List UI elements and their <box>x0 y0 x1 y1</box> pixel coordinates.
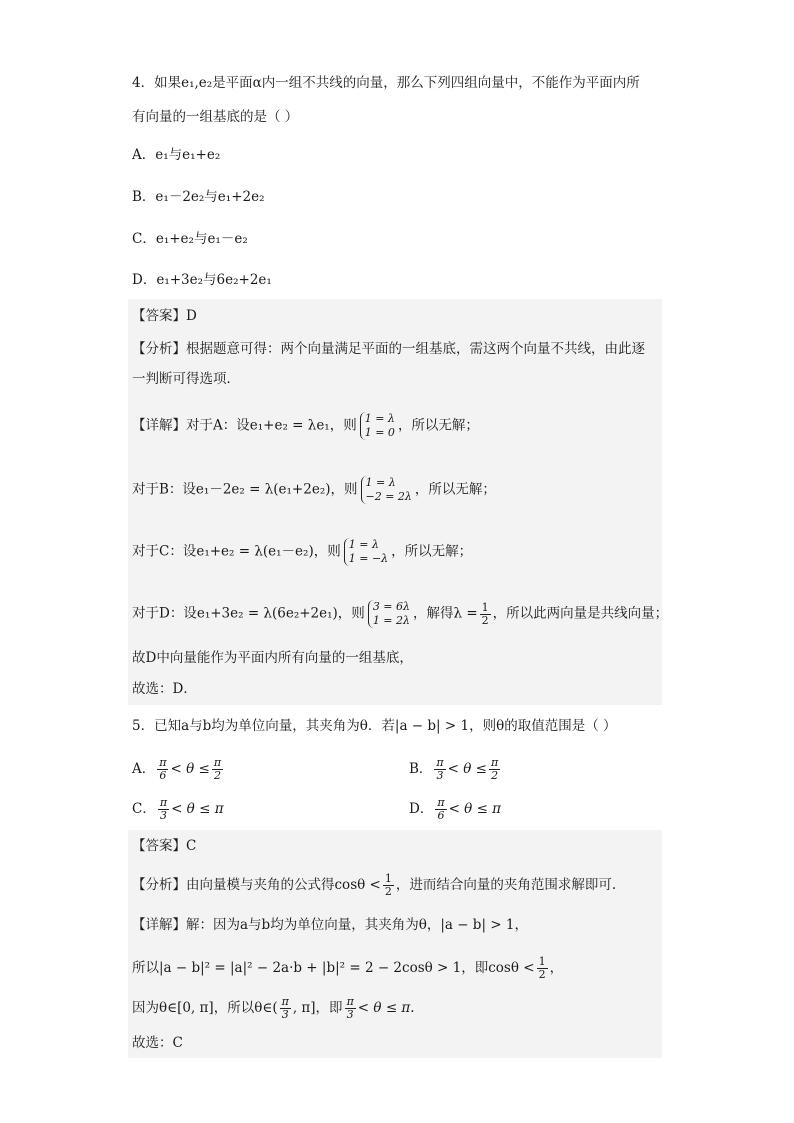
q4-conclusion: 故D中向量能作为平面内所有向量的一组基底， <box>132 650 413 666</box>
q4-option-c: C．e₁+e₂与e₁－e₂ <box>132 231 248 247</box>
q4-choose: 故选：D． <box>132 681 197 697</box>
q5-detail-line3: 因为θ∈[0, π]，所以θ∈( $\frac{\pi}{3}$ , π]，即 $\frac{\pi}{3}$ < θ ≤ π. <box>132 995 415 1021</box>
q4-detail-c: 对于C：设e₁+e₂ = λ(e₁－e₂)，则 1 = λ 1 = −λ ，所以无解； <box>132 538 473 565</box>
q4-analysis-line2: 一判断可得选项． <box>132 371 240 387</box>
q4-detail-a: 【详解】对于A：设e₁+e₂ = λe₁，则 1 = λ 1 = 0 ，所以无解； <box>132 412 479 439</box>
q5-option-b: B． $\frac{\pi}{3}$ < θ ≤ $\frac{\pi}{2}$ <box>409 756 499 782</box>
q4-stem-line1: 4．如果e₁,e₂是平面α内一组不共线的向量，那么下列四组向量中，不能作为平面内所 <box>132 75 640 91</box>
q5-option-a: A． $\frac{\pi}{6}$ < θ ≤ $\frac{\pi}{2}$ <box>132 756 222 782</box>
q5-option-c: C． $\frac{\pi}{3}$ < θ ≤ π <box>132 796 224 822</box>
q4-option-b: B．e₁－2e₂与e₁+2e₂ <box>132 189 265 205</box>
q5-answer: 【答案】C <box>132 838 197 854</box>
q4-detail-a-text: 【详解】对于A：设e₁+e₂ = λe₁，则 <box>132 417 357 434</box>
q5-detail-line2: 所以|a − b|² = |a|² − 2a·b + |b|² = 2 − 2cosθ > 1，即cosθ < $\frac{1}{2}$ ， <box>132 955 564 981</box>
q4-detail-c-system: 1 = λ 1 = −λ <box>344 538 388 566</box>
q4-analysis-line1: 【分析】根据题意可得：两个向量满足平面的一组基底，需这两个向量不共线，由此逐 <box>132 341 645 357</box>
q4-stem-line2: 有向量的一组基底的是（ ） <box>132 109 299 125</box>
q4-detail-d: 对于D：设e₁+3e₂ = λ(6e₂+2e₁)，则 3 = 6λ 1 = 2λ ，解得λ = $\frac{1}{2}$ ，所以此两向量是共线向量； <box>132 600 669 627</box>
q5-choose: 故选：C <box>132 1035 183 1051</box>
q4-detail-b: 对于B：设e₁－2e₂ = λ(e₁+2e₂)，则 1 = λ −2 = 2λ ，所以无解； <box>132 476 496 503</box>
q4-detail-d-text: 对于D：设e₁+3e₂ = λ(6e₂+2e₁)，则 <box>132 605 365 622</box>
q5-stem: 5．已知a与b均为单位向量，其夹角为θ．若|a − b| > 1，则θ的取值范围是（ ） <box>132 718 617 734</box>
q5-detail-line1: 【详解】解：因为a与b均为单位向量，其夹角为θ，|a − b| > 1， <box>132 917 528 933</box>
q4-detail-d-fraction: $\frac{1}{2}$ <box>481 600 489 627</box>
q4-detail-c-text: 对于C：设e₁+e₂ = λ(e₁－e₂)，则 <box>132 543 341 560</box>
q5-option-d: D． $\frac{\pi}{6}$ < θ ≤ π <box>409 796 502 822</box>
q4-detail-b-text: 对于B：设e₁－2e₂ = λ(e₁+2e₂)，则 <box>132 481 358 498</box>
q4-option-a: A．e₁与e₁+e₂ <box>132 147 221 163</box>
q4-answer: 【答案】D <box>132 308 197 324</box>
q5-solution-block <box>128 830 662 1058</box>
q4-detail-a-system: 1 = λ 1 = 0 <box>360 412 395 440</box>
q4-detail-d-system: 3 = 6λ 1 = 2λ <box>368 600 410 628</box>
q5-analysis: 【分析】由向量模与夹角的公式得cosθ < $\frac{1}{2}$ ，进而结合向量的夹角范围求解即可. <box>132 872 617 898</box>
q4-option-d: D．e₁+3e₂与6e₂+2e₁ <box>132 272 272 288</box>
q4-detail-b-system: 1 = λ −2 = 2λ <box>361 476 412 504</box>
